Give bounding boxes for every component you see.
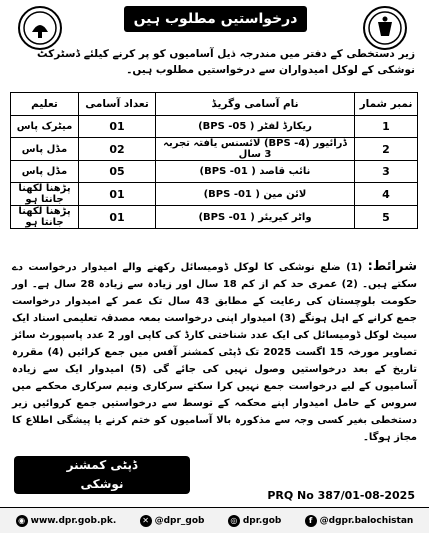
table-header-row: [11, 93, 418, 116]
twitter-icon: ✕: [140, 515, 152, 527]
stamp-title: ڈپٹی کمشنر: [66, 458, 138, 472]
row-serial: 2: [355, 138, 418, 161]
stamp-district: نوشکی: [80, 477, 124, 491]
row-education: مڈل پاس: [11, 138, 79, 161]
post-title: واٹر کیریئر: [258, 211, 312, 223]
row-post: [156, 206, 355, 229]
table-row: [11, 183, 418, 206]
footer-facebook-text: @dgpr.balochistan: [319, 515, 414, 526]
row-post: [156, 116, 355, 138]
footer-instagram-text: dpr.gob: [242, 515, 282, 526]
row-serial: 4: [355, 183, 418, 206]
footer-twitter[interactable]: [140, 515, 205, 527]
footer-facebook[interactable]: [305, 515, 414, 527]
district-emblem-icon: [363, 6, 407, 50]
row-serial: 1: [355, 116, 418, 138]
header-education: تعلیم: [11, 93, 79, 116]
instagram-icon: ◎: [228, 515, 240, 527]
intro-text: زیر دستخطی کے دفتر میں مندرجہ ذیل آسامیوں کو پر کرنے کیلئے ڈسٹرکٹ نوشکی کے لوکل امیدواران سے درخواستیں مطلوب ہیں۔: [37, 48, 415, 76]
footer-instagram[interactable]: [228, 515, 282, 527]
row-count: 02: [79, 138, 156, 161]
terms-label: شرائط:: [367, 259, 417, 274]
row-serial: 5: [355, 206, 418, 229]
table-row: [11, 161, 418, 183]
post-title: لائن مین: [263, 188, 307, 200]
post-title: ریکارڈ لفٹر: [257, 121, 312, 132]
header-serial: نمبر شمار: [355, 93, 418, 116]
row-post: [156, 161, 355, 183]
row-post: [156, 138, 355, 161]
row-count: 01: [79, 183, 156, 206]
facebook-icon: f: [305, 515, 317, 527]
table-row: [11, 116, 418, 138]
row-post: [156, 183, 355, 206]
table-row: [11, 138, 418, 161]
terms-section: [12, 258, 417, 446]
footer-website[interactable]: [16, 515, 117, 527]
row-count: 05: [79, 161, 156, 183]
post-title: نائب قاصد: [259, 166, 311, 177]
row-education: پڑھنا لکھنا جانتا ہو: [11, 206, 79, 229]
footer-bar: [0, 507, 429, 533]
row-education: پڑھنا لکھنا جانتا ہو: [11, 183, 79, 206]
globe-icon: ◉: [16, 515, 28, 527]
header-count: تعداد آسامی: [79, 93, 156, 116]
page-title: درخواستیں مطلوب ہیں: [124, 6, 307, 32]
row-count: 01: [79, 116, 156, 138]
signature-stamp: [14, 456, 190, 494]
post-grade: (BPS -01 ): [198, 211, 255, 223]
footer-website-text: www.dpr.gob.pk.: [30, 515, 117, 526]
prq-number: PRQ No 387/01-08-2025: [267, 489, 415, 502]
vacancies-table: [10, 92, 418, 229]
row-count: 01: [79, 206, 156, 229]
row-education: میٹرک پاس: [11, 116, 79, 138]
footer-twitter-text: @dpr_gob: [154, 515, 205, 526]
table-row: [11, 206, 418, 229]
row-serial: 3: [355, 161, 418, 183]
row-education: مڈل پاس: [11, 161, 79, 183]
terms-text: (1) ضلع نوشکی کا لوکل ڈومیسائل رکھنے والے امیدوار درخواست دے سکتے ہیں۔ (2) عمری حد کم از کم 18 سال اور زیادہ سے زیادہ 28 سال ہے۔ اور حکومت بلوچستان کی رعایت کے مطابق 43 سال تک عمر کے امیدوار درخواست جمع کرانے کے اہل ہونگے (3) امیدوار اپنی درخواست بمعہ مصدقہ تعلیمی اسناد ایک سیٹ لوکل ڈومیسائل کی ایک عدد شناختی کارڈ کی کاپی اور 2 عدد پاسپورٹ سائز تصاویر مورخہ 15 اگست 2025 تک ڈپٹی کمشنر آفس میں جمع کرائیں (4) مقررہ تاریخ کے بعد درخواستیں وصول نہیں کی جائے گی (5) امیدوار ایک سے زیادہ آسامیوں کے لیے درخواست جمع نہیں کرا سکتے سرکاری ونیم سرکاری محکمے میں سروس کے حامل امیدوار اپنے محکمہ کے توسط سے درخواستیں جمع کروائیں زیر دستخطی بغیر کسی وجہ سے مذکورہ بالا آسامیوں کو ختم کرنے یا پیشگی اطلاع کا مجاز ہوگا۔: [12, 262, 418, 443]
post-grade: (BPS -01 ): [199, 166, 256, 177]
post-grade: (BPS -05 ): [198, 121, 255, 132]
post-grade: (BPS -01 ): [203, 188, 260, 200]
post-title: ڈرائیور (BPS -4) لائسنس یافتہ تجربہ 3 سال: [163, 138, 347, 160]
balochistan-emblem-icon: [18, 6, 62, 50]
header-post: نام آسامی وگریڈ: [156, 93, 355, 116]
